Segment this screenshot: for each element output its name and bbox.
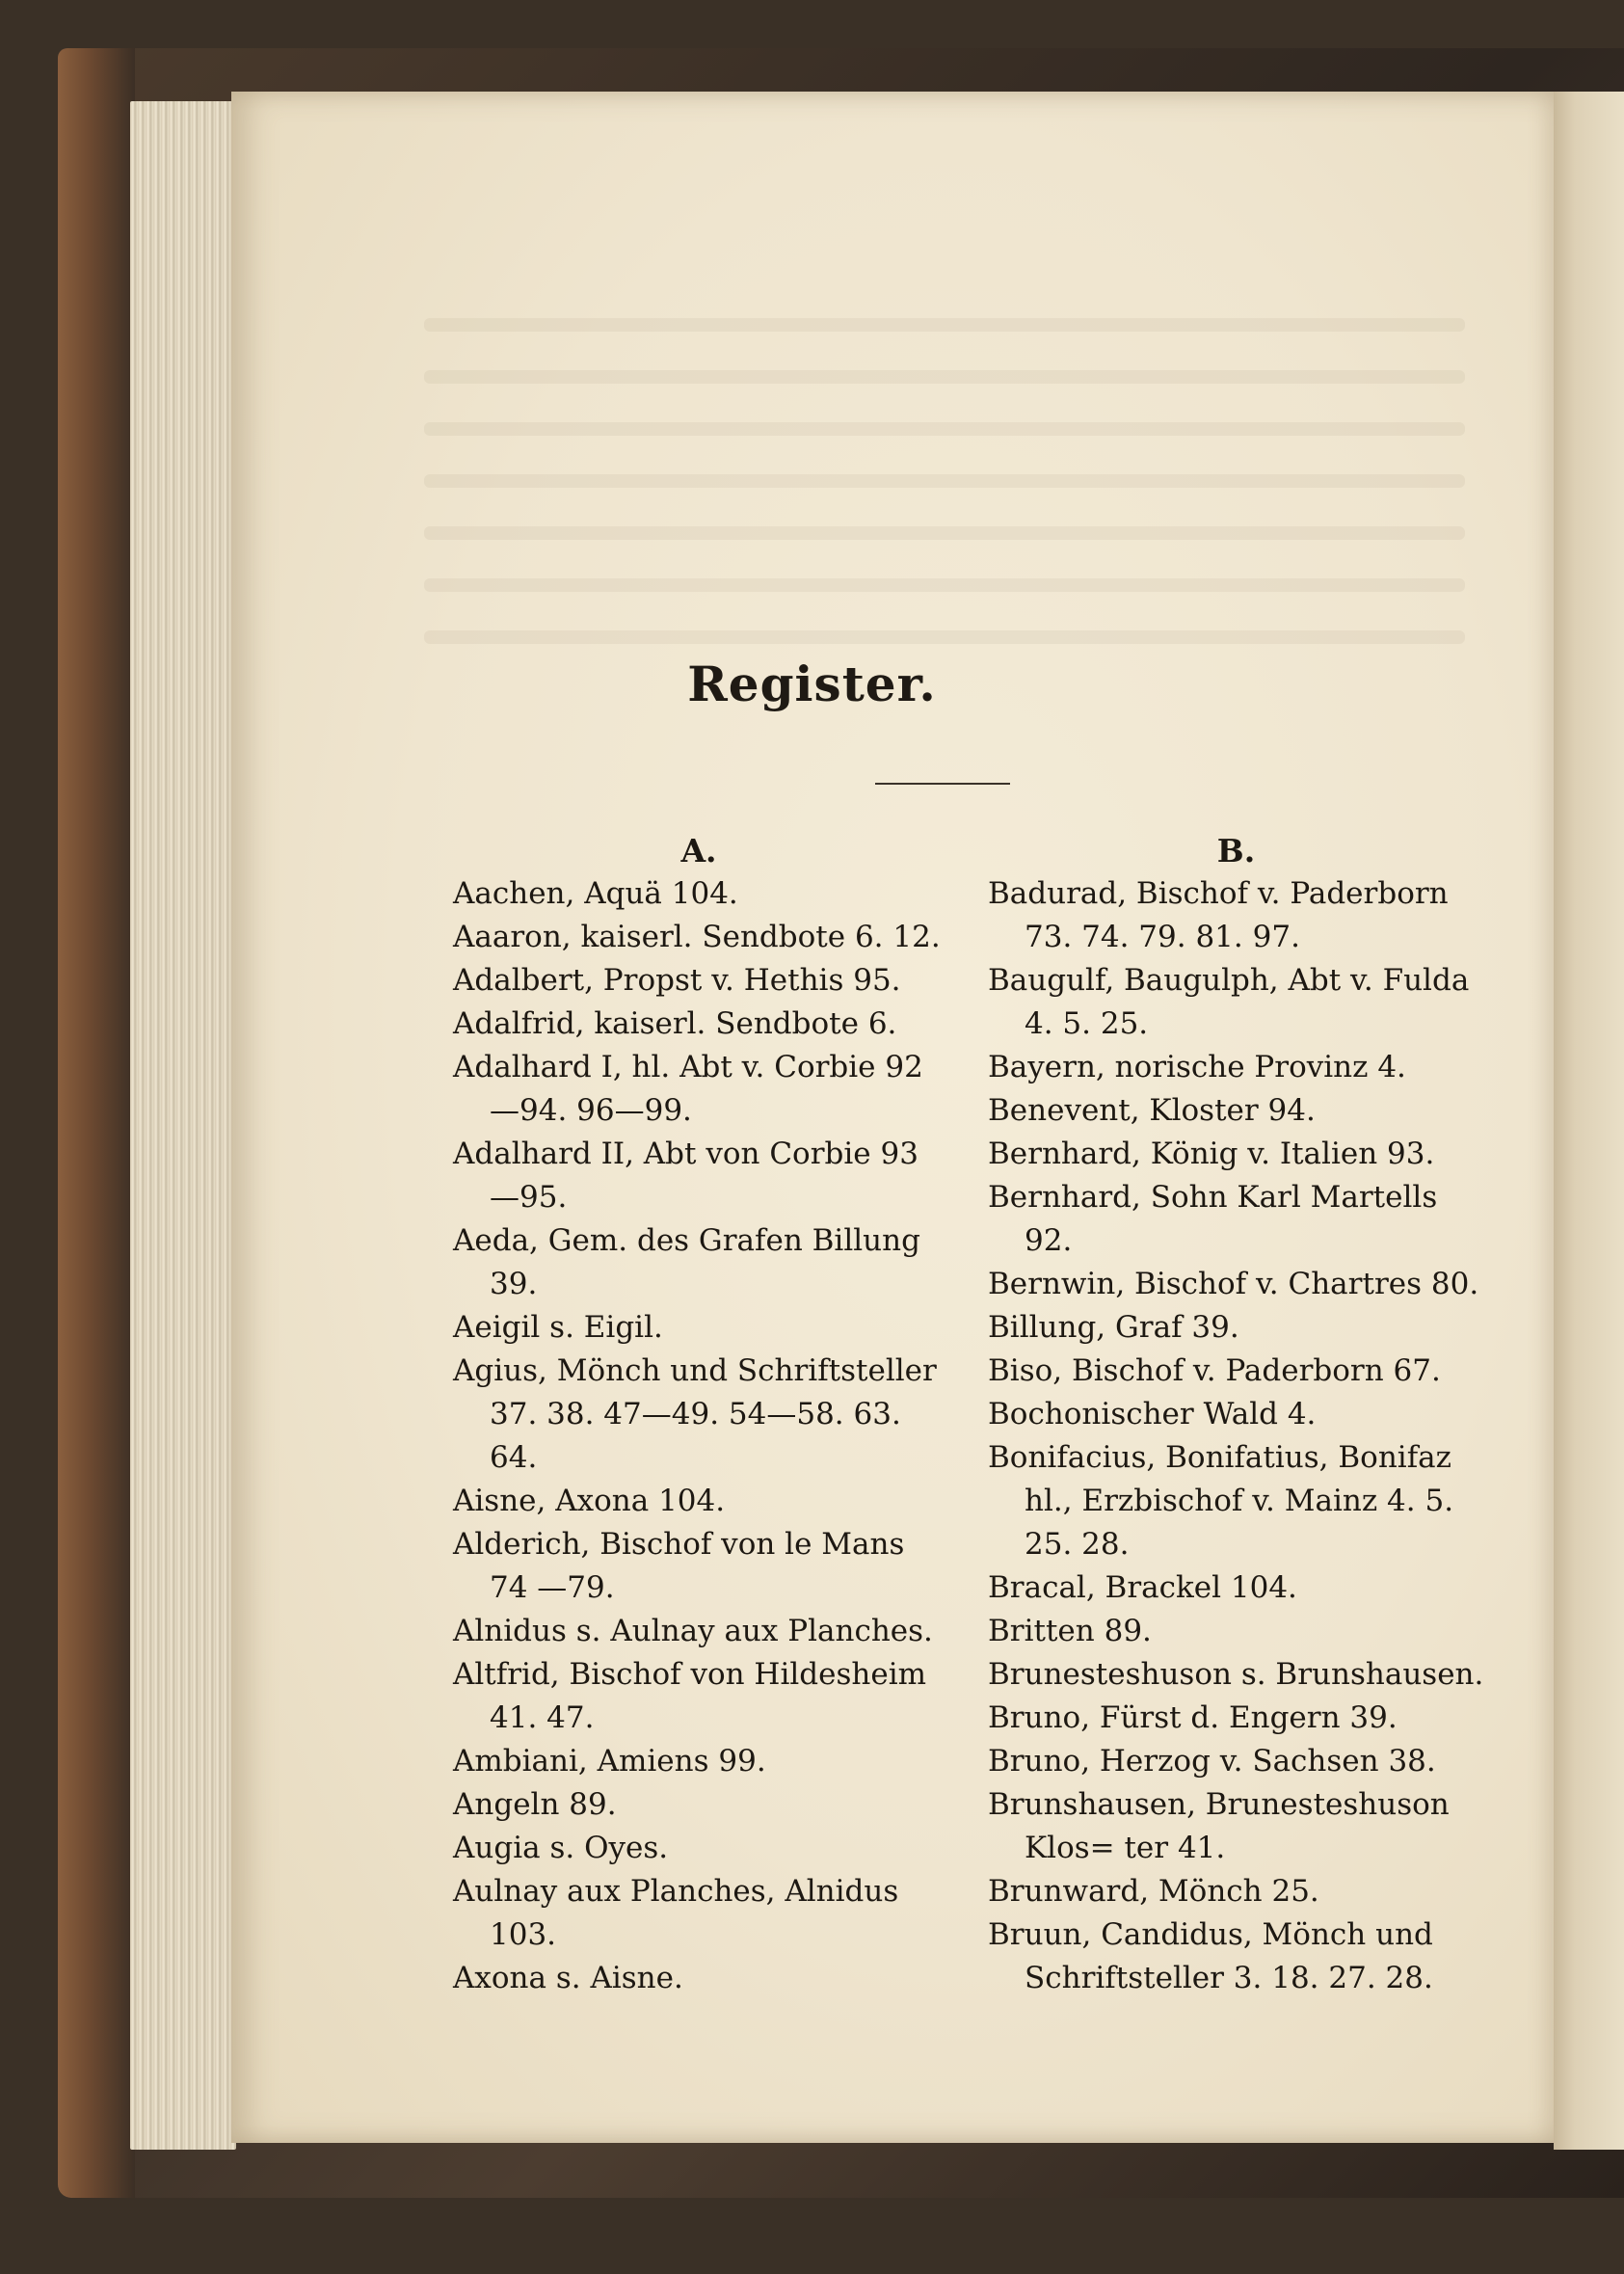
- facing-page-edge: [1554, 92, 1624, 2150]
- show-through-line: [424, 422, 1465, 436]
- index-entry: Alderich, Bischof von le Mans 74 —79.: [453, 1527, 905, 1605]
- index-entry: Bernwin, Bischof v. Chartres 80.: [988, 1267, 1479, 1301]
- column-heading-a: A.: [680, 832, 717, 869]
- index-entry: Bruun, Candidus, Mönch und Schriftsteller 3. 18. 27. 28.: [988, 1917, 1433, 1995]
- show-through-line: [424, 578, 1465, 592]
- index-entry: Badurad, Bischof v. Paderborn 73. 74. 79. 81. 97.: [988, 876, 1449, 954]
- index-entry: Biso, Bischof v. Paderborn 67.: [988, 1353, 1441, 1388]
- book-spine-edge: [58, 48, 135, 2198]
- index-entry: Bruno, Fürst d. Engern 39.: [988, 1700, 1398, 1735]
- index-entry: Brunesteshuson s. Brunshausen.: [988, 1657, 1484, 1692]
- index-entry: Aeigil s. Eigil.: [453, 1310, 663, 1345]
- index-entry: Adalfrid, kaiserl. Sendbote 6.: [453, 1006, 897, 1041]
- index-entry: Aeda, Gem. des Grafen Billung 39.: [453, 1223, 920, 1301]
- index-entry: Baugulf, Baugulph, Abt v. Fulda 4. 5. 25.: [988, 963, 1470, 1041]
- index-entry: Adalhard II, Abt von Corbie 93 —95.: [453, 1137, 918, 1215]
- index-entry: Bracal, Brackel 104.: [988, 1570, 1297, 1605]
- index-entry: Bruno, Herzog v. Sachsen 38.: [988, 1744, 1436, 1779]
- index-entry: Aisne, Axona 104.: [453, 1484, 726, 1518]
- index-entry: Augia s. Oyes.: [453, 1831, 669, 1865]
- index-entry: Billung, Graf 39.: [988, 1310, 1239, 1345]
- index-entry: Altfrid, Bischof von Hildesheim 41. 47.: [453, 1657, 927, 1735]
- index-entry: Angeln 89.: [453, 1787, 617, 1822]
- index-column-a: [453, 829, 945, 2000]
- index-entry: Aachen, Aquä 104.: [453, 876, 738, 911]
- index-entry: Benevent, Kloster 94.: [988, 1093, 1316, 1128]
- index-entry: Ambiani, Amiens 99.: [453, 1744, 766, 1779]
- page-stack-edge: [130, 101, 236, 2150]
- title-divider: [875, 783, 1010, 785]
- show-through-line: [424, 630, 1465, 644]
- index-entry: Aulnay aux Planches, Alnidus 103.: [453, 1874, 899, 1952]
- index-entry: Alnidus s. Aulnay aux Planches.: [453, 1614, 933, 1648]
- index-entry: Bochonischer Wald 4.: [988, 1397, 1317, 1431]
- index-entry: Adalhard I, hl. Abt v. Corbie 92 —94. 96—99.: [453, 1050, 923, 1128]
- index-entry: Brunshausen, Brunesteshuson Klos= ter 41.: [988, 1787, 1450, 1865]
- page-title: Register.: [687, 655, 937, 712]
- show-through-line: [424, 526, 1465, 540]
- show-through-line: [424, 474, 1465, 488]
- index-entry: Agius, Mönch und Schriftsteller 37. 38. 47—49. 54—58. 63. 64.: [453, 1353, 937, 1475]
- index-entry: Brunward, Mönch 25.: [988, 1874, 1319, 1909]
- index-entry: Aaaron, kaiserl. Sendbote 6. 12.: [453, 920, 941, 954]
- index-entry: Bonifacius, Bonifatius, Bonifaz hl., Erzbischof v. Mainz 4. 5. 25. 28.: [988, 1440, 1454, 1562]
- index-column-b: [988, 829, 1484, 2000]
- index-entry: Bernhard, Sohn Karl Martells 92.: [988, 1180, 1438, 1258]
- show-through-line: [424, 370, 1465, 384]
- show-through-line: [424, 318, 1465, 332]
- index-entry: Britten 89.: [988, 1614, 1152, 1648]
- column-heading-b: B.: [1216, 832, 1256, 869]
- index-entry: Bernhard, König v. Italien 93.: [988, 1137, 1435, 1171]
- index-entry: Bayern, norische Provinz 4.: [988, 1050, 1406, 1084]
- index-entry: Axona s. Aisne.: [453, 1961, 683, 1995]
- index-entry: Adalbert, Propst v. Hethis 95.: [453, 963, 901, 998]
